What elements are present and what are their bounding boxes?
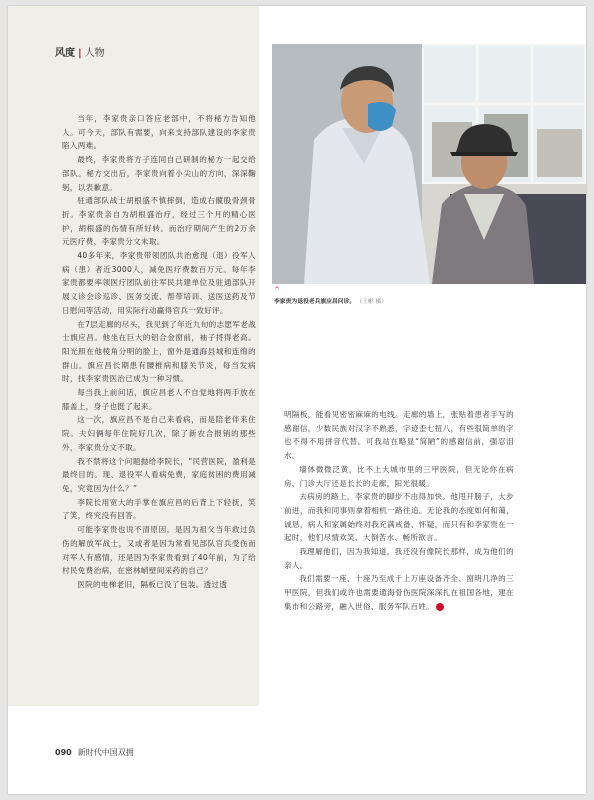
section-name: 风度	[55, 48, 75, 59]
paragraph: 每当我上前问话，旗应昌老人不自觉地将两手放在膝盖上，身子也挺了起来。	[62, 388, 256, 411]
paragraph-last	[284, 572, 514, 613]
paragraph: 我不禁将这个问题抛给李院长，“民营医院，盈利是最终目的。现、退役军人看病免费，家庭贫困的费用减免，究竟因为什么？”	[62, 456, 256, 493]
paragraph: 医院的电梯老旧，隔板已没了包装。透过透	[77, 579, 228, 589]
photo-illustration	[272, 44, 586, 284]
paragraph: 最终，李家贵将方子连同自己研制的秘方一起交给部队。秘方交出后，李家贵向着小尖山的方向，深深鞠躬，以表歉意。	[62, 155, 256, 192]
paragraph: 在7层走廊的尽头，我见到了年近九旬的志愿军老战士旗应昌。他坐在巨大的铝合金窗前，袖子捋得老高。阳光照在他棱角分明的脸上，窗外是通海县城和连绵的群山。旗应昌长期患有腰椎病和膝关节炎，每当发病时，找李家贵医治已成为一种习惯。	[62, 319, 256, 384]
paragraph: 这一次，旗应昌不是自己来看病，而是陪老伴来住院。夫妇俩每年住院好几次，除了新农合报销的那些外，李家贵分文不取。	[62, 415, 256, 452]
paragraph: 去病房的路上，李家贵的脚步不由得加快。他甩开膀子，大步前进，而我和同事则拿着相机一路往追。无论我的态度如何和蔼，诚恳，病人和家属始终对我充满戒备、怀疑，而只有和李家贵在一起时，他们尽情欢笑、大倒苦水、畅所欲言。	[284, 492, 514, 543]
section-divider: |	[78, 48, 82, 59]
article-left-column	[62, 112, 256, 592]
photo-caption	[274, 296, 387, 305]
paragraph: 李院长用宽大的手掌在旗应昌的后背上下轻抚，笑了笑，终究没有回答。	[62, 497, 256, 521]
article-right-column	[284, 408, 514, 614]
paragraph: 当年，李家贵亲口答应老部中，不将秘方告知他人。可今天，部队有需要，向来支持部队建设的李家贵陷入两难。	[62, 114, 256, 151]
photo-credit: （王彬 摄）	[359, 299, 388, 305]
paragraph: 40多年来，李家贵带领团队共治愈现（退）役军人病（患）者近3000人，减免医疗费数百万元。每年李家贵都要率领医疗团队前往军民共建单位及驻通部队开展义诊会诊巡诊、医务交流、帮带培训、送医送药及节日慰问等活动，用实际行动赢得官兵一致好评。	[62, 251, 256, 315]
paragraph: 明隔板，能看见密密麻麻的电线。走廊的墙上，张贴着患者手写的感谢信。少数民族对汉字不熟悉，字迹歪七扭八，有些很简单的字也不得不用拼音代替。可我站在略显“简陋”的感谢信前，强忍泪水。	[284, 410, 514, 461]
paragraph: 可能李家贵也说不清原因。是因为祖父当年救过负伤的解放军战士，又或者是因为常看见部队官兵受伤而对军人有感情，还是因为李家贵看到了40年前，为了给村民免费治病，在密林峭壁间采药的自己？	[62, 525, 256, 576]
paragraph: 我理解他们，因为我知道，我还没有像院长那样，成为他们的亲人。	[284, 547, 514, 570]
page-footer	[55, 747, 134, 758]
article-photo	[272, 44, 586, 284]
magazine-page	[8, 6, 586, 794]
section-header	[55, 44, 105, 59]
paragraph: 驻通部队战士胡根盛不慎摔倒，造成右髋股骨颈骨折。李家贵亲自为胡根盛治疗，经过三个月的精心医护，胡根盛的伤情有所好转。而治疗期间产生的2万余元医疗费，李家贵分文未取。	[62, 196, 256, 247]
magazine-name: 新时代中国双拥	[77, 748, 134, 757]
caption-text: 李家贵为退役老兵旗应昌问诊。	[274, 299, 356, 305]
subsection-name: 人物	[84, 48, 105, 59]
paragraph: 墙体微微泛黄，比不上大城市里的三甲医院，但无论你在病房、门诊大厅还是长长的走廊，阳光很暖。	[284, 464, 514, 488]
paragraph-text: 我们需要一座、十座乃至成千上万座设备齐全、窗明几净的三甲医院，但我们或许也需要通海骨伤医院深深扎在祖国各地，建在集市和公路旁，融入世俗、服务军队百姓。	[284, 574, 514, 611]
caption-arrow-icon: ^	[274, 286, 280, 294]
end-mark-icon: V	[436, 603, 444, 611]
page-number: 090	[55, 748, 72, 757]
